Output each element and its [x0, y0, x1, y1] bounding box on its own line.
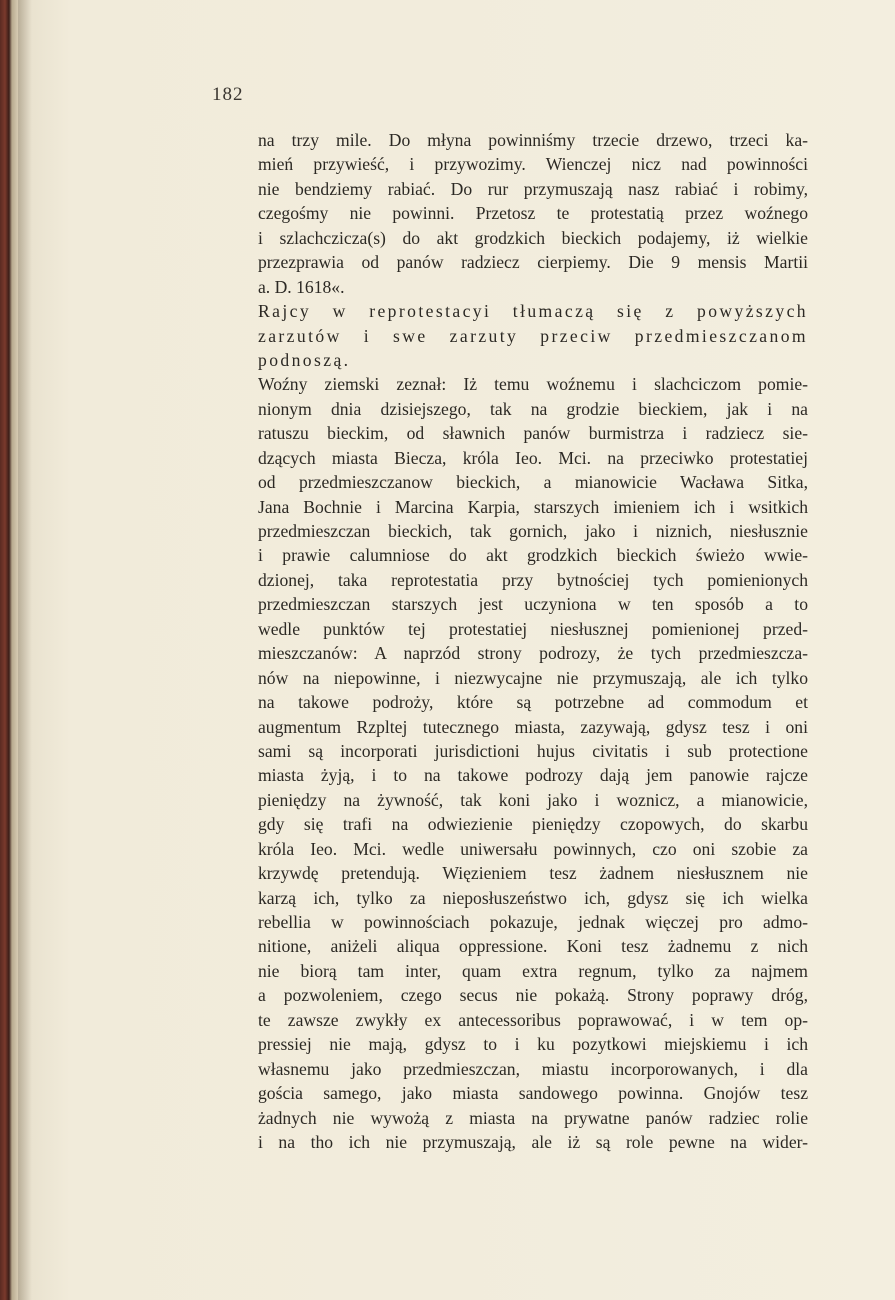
text-line: własnemu jako przedmieszczan, miastu incorporowanych, i dla	[258, 1058, 808, 1079]
text-line: dzionej, taka reprotestatia przy bytnościej tych pomienionych	[258, 569, 808, 590]
summary-line: podnoszą.	[258, 349, 351, 370]
text-line: dzących miasta Biecza, króla Ieo. Mci. na przeciwko protestatiej	[258, 447, 808, 468]
text-line: czegośmy nie powinni. Przetosz te protestatią przez woźnego	[258, 203, 808, 224]
text-line: na takowe podroży, które są potrzebne ad commodum et	[258, 692, 808, 713]
text-line: od przedmieszczanow bieckich, a mianowicie Wacława Sitka,	[258, 472, 808, 493]
text-line: przedmieszczan starszych jest uczyniona w ten sposób a to	[258, 594, 808, 615]
text-line: i szlachczicza(s) do akt grodzkich bieckich podajemy, iż wielkie	[258, 227, 808, 248]
text-line: wedle punktów tej protestatiej niesłusznej pomienionej przed-	[258, 618, 808, 639]
text-line: i prawie calumniose do akt grodzkich bieckich świeżo wwie-	[258, 545, 808, 566]
text-line: i na tho ich nie przymuszają, ale iż są role pewne na wider-	[258, 1131, 808, 1152]
text-line: ratuszu bieckim, od sławnich panów burmistrza i radziecz sie-	[258, 423, 808, 444]
text-line: mień przywieść, i przywozimy. Wienczej nicz nad powinności	[258, 154, 808, 175]
book-binding-edge	[0, 0, 18, 1300]
text-line: żadnych nie wywożą z miasta na prywatne panów radziec rolie	[258, 1107, 808, 1128]
summary-line: Rajcy w reprotestacyi tłumaczą się z powyższych	[258, 301, 808, 322]
text-line: przedmieszczan bieckich, tak gornich, jako i niznich, niesłusznie	[258, 521, 808, 541]
text-line: miasta żyją, i to na takowe podrozy dają jem panowie rajcze	[258, 765, 808, 786]
text-line: gdy się trafi na odwiezienie pieniędzy czopowych, do skarbu	[258, 814, 808, 835]
body-text	[258, 128, 808, 1154]
page-gutter-shadow	[18, 0, 32, 1300]
text-line: sami są incorporati jurisdictioni hujus civitatis i sub protectione	[258, 740, 808, 761]
text-line: nitione, aniżeli aliqua oppressione. Koni tesz żadnemu z nich	[258, 936, 808, 957]
text-line: a. D. 1618«.	[258, 276, 345, 297]
text-line: Jana Bochnie i Marcina Karpia, starszych imieniem ich i wsitkich	[258, 496, 808, 517]
page-number: 182	[212, 84, 244, 105]
text-line: nie bendziemy rabiać. Do rur przymuszają nasz rabiać i robimy,	[258, 178, 808, 199]
text-line: karzą ich, tylko za nieposłuszeństwo ich, gdysz się ich wielka	[258, 887, 808, 908]
text-line: augmentum Rzpltej tutecznego miasta, zazywają, gdysz tesz i oni	[258, 716, 808, 737]
text-line: krzywdę pretendują. Więzieniem tesz żadnem niesłusznem nie	[258, 863, 808, 884]
text-line: króla Ieo. Mci. wedle uniwersału powinnych, czo oni szobie za	[258, 838, 808, 859]
text-line: te zawsze zwykły ex antecessoribus poprawować, i w tem op-	[258, 1009, 808, 1030]
text-line: przezprawia od panów radziecz cierpiemy. Die 9 mensis Martii	[258, 252, 808, 273]
text-line: gościa samego, jako miasta sandowego powinna. Gnojów tesz	[258, 1083, 808, 1104]
text-line: pieniędzy na żywność, tak koni jako i woznicz, a mianowicie,	[258, 789, 808, 810]
summary-line: zarzutów i swe zarzuty przeciw przedmieszczanom	[258, 325, 808, 346]
text-line: nów na niepowinne, i niezwycajne nie przymuszają, ale ich tylko	[258, 667, 808, 688]
text-line: a pozwoleniem, czego secus nie pokażą. Strony poprawy dróg,	[258, 985, 808, 1006]
text-line: na trzy mile. Do młyna powinniśmy trzecie drzewo, trzeci ka-	[258, 130, 808, 150]
text-line: rebellia w powinnościach pokazuje, jednak więczej pro admo-	[258, 912, 808, 932]
text-line: Woźny ziemski zeznał: Iż temu woźnemu i slachciczom pomie-	[258, 374, 808, 395]
text-line: nionym dnia dzisiejszego, tak na grodzie bieckiem, jak i na	[258, 398, 808, 419]
text-line: pressiej nie mają, gdysz to i ku pozytkowi miejskiemu i ich	[258, 1034, 808, 1055]
text-line: mieszczanów: A naprzód strony podrozy, że tych przedmieszcza-	[258, 643, 808, 664]
text-line: nie biorą tam inter, quam extra regnum, tylko za najmem	[258, 960, 808, 981]
